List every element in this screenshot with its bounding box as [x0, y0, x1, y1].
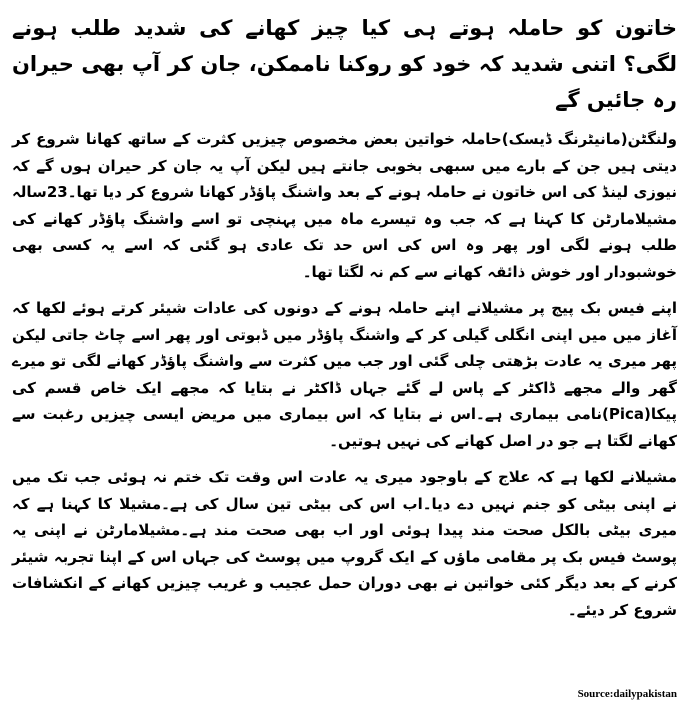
dateline: ولنگٹن(مانیٹرنگ ڈیسک): [501, 130, 677, 148]
paragraph-text: اپنے فیس بک پیج پر مشیلانے اپنے حاملہ ہونے کے دونوں کی عادات شیئر کرتے ہوئے لکھا کہ آغاز میں میں اپنی انگلی گیلی کر کے واشنگ پاؤڈر میں ڈبوتی اور پھر اسے چاٹ جاتی لیکن پھر میری یہ عادت بڑھتی چلی گئی اور جب میں کثرت سے واشنگ پاؤڈر کھانے لگی تو میرے گھر والے مجھے ڈاکٹر کے پاس لے گئے جہاں ڈاکٹر نے بتایا کہ مجھے ایک خاص قسم کی پیکا(Pica)نامی بیماری ہے۔اس نے بتایا کہ اس بیماری میں مریض ایسی چیزیں رغبت سے کھانے لگتا ہے جو در اصل کھانے کی نہیں ہوتیں۔: [12, 299, 677, 450]
article-headline: خاتون کو حاملہ ہوتے ہی کیا چیز کھانے کی شدید طلب ہونے لگی؟ اتنی شدید کہ خود کو روکنا ناممکن، جان کر آپ بھی حیران رہ جائیں گے: [12, 16, 677, 112]
article: [12, 10, 677, 633]
article-paragraph-2: [12, 295, 677, 454]
paragraph-text: مشیلانے لکھا ہے کہ علاج کے باوجود میری یہ عادت اس وقت تک ختم نہ ہوئی جب تک میں نے اپنی بیٹی کو جنم نہیں دے دیا۔اب اس کی بیٹی تین سال کی ہے۔مشیلا کا کہنا ہے کہ میری بیٹی بالکل صحت مند پیدا ہوئی اور اب بھی صحت مند ہے۔مشیلامارٹن نے اپنی یہ پوسٹ فیس بک پر مقامی ماؤں کے ایک گروپ میں پوسٹ کی جہاں اس کے اپنا تجربہ شیئر کرنے کے بعد دیگر کئی خواتین نے بھی دوران حمل عجیب و غریب چیزیں کھانے کے انکشافات شروع کر دیئے۔: [12, 468, 677, 619]
paragraph-text: حاملہ خواتین بعض مخصوص چیزیں کثرت کے ساتھ کھانا شروع کر دیتی ہیں جن کے بارے میں سبھی بخوبی جانتے ہیں لیکن آپ یہ جان کر حیران ہوں گے کہ نیوزی لینڈ کی اس خاتون نے حاملہ ہونے کے بعد واشنگ پاؤڈر کھانا شروع کر دیا تھا۔23سالہ مشیلامارٹن کا کہنا ہے کہ جب وہ تیسرے ماہ میں پہنچی تو اسے واشنگ پاؤڈر کھانے کی طلب ہونے لگی اور پھر وہ اس کی اس حد تک عادی ہو گئی کہ اسے یہ کسی بھی خوشبودار اور خوش ذائقہ کھانے سے کم نہ لگتا تھا۔: [12, 130, 677, 281]
article-paragraph-3: [12, 464, 677, 623]
article-paragraph-1: [12, 126, 677, 285]
source-credit: Source:dailypakistan: [577, 688, 677, 700]
